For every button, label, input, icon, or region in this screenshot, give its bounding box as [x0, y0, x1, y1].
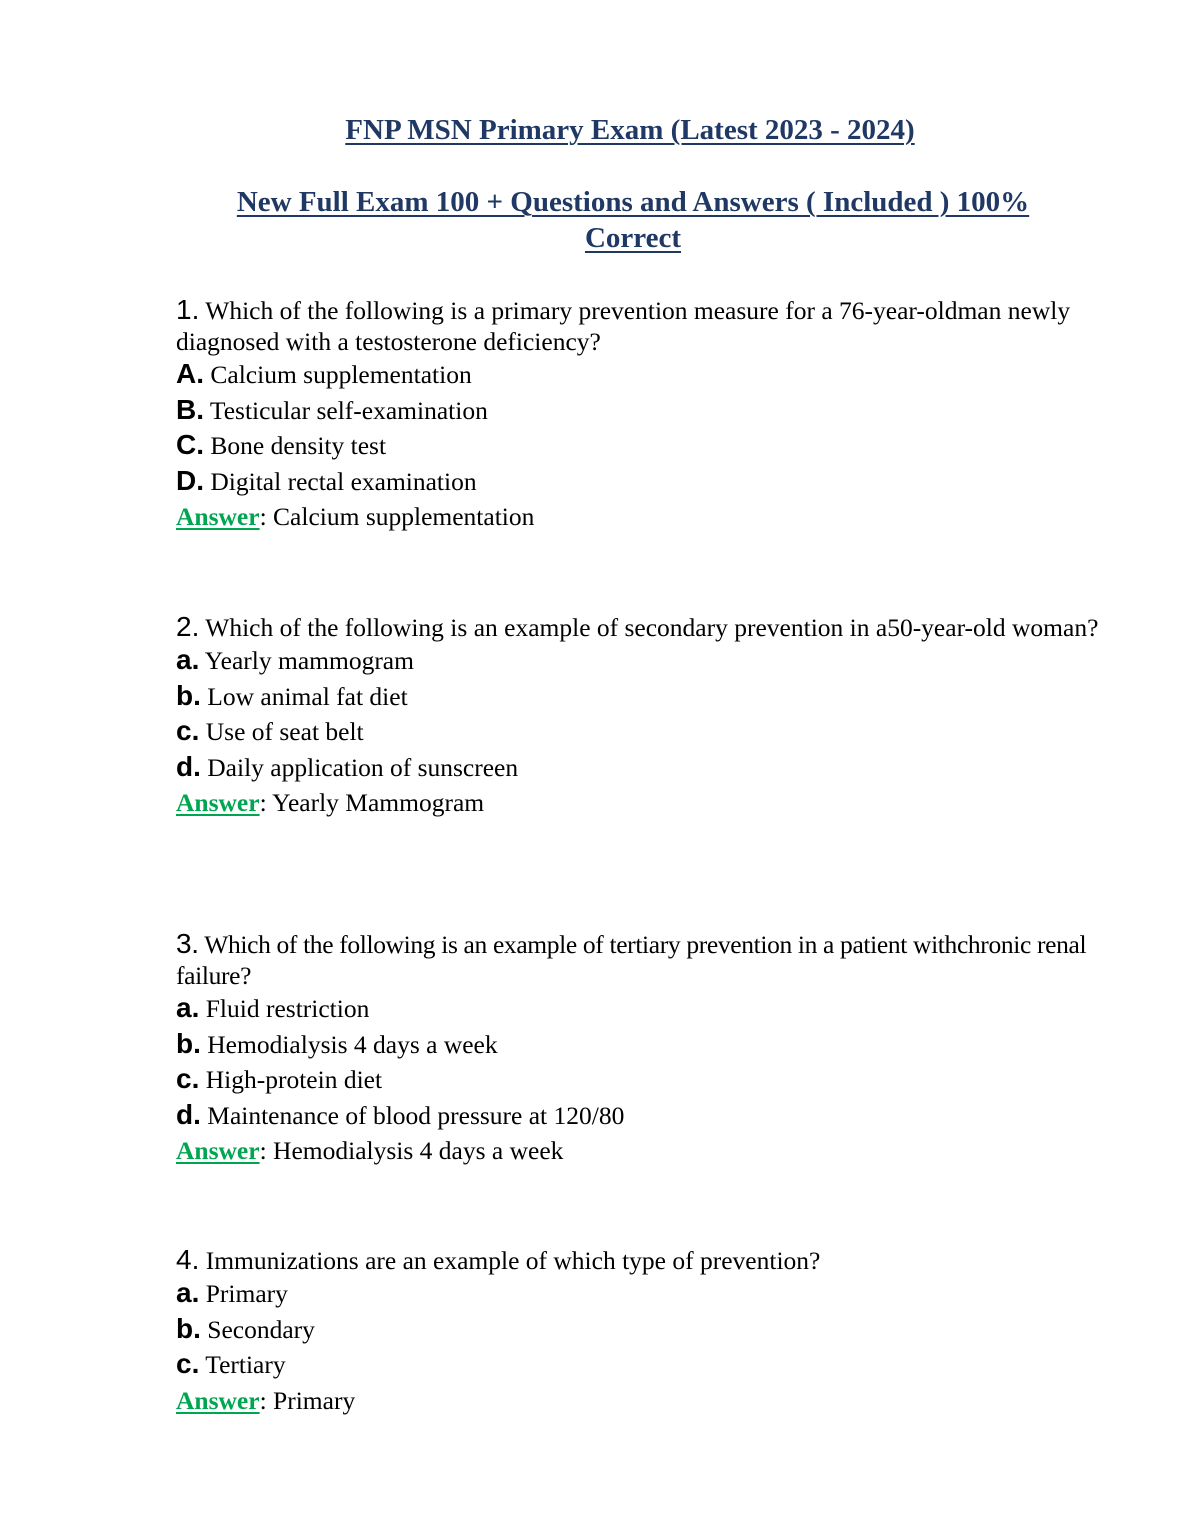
- question-4: [176, 1244, 1116, 1418]
- option-letter: C.: [176, 429, 204, 460]
- option-text: Hemodialysis 4 days a week: [207, 1029, 498, 1059]
- option-letter: a.: [176, 644, 200, 675]
- option-letter: d.: [176, 750, 201, 782]
- option-letter: D.: [176, 464, 204, 496]
- option-letter: d.: [176, 1098, 201, 1130]
- option-text: Secondary: [207, 1314, 315, 1344]
- option-a: [176, 1276, 1116, 1312]
- option-letter: a.: [176, 1277, 200, 1308]
- option-text: Digital rectal examination: [210, 466, 477, 496]
- option-d: [176, 1098, 1116, 1134]
- option-c: [176, 714, 1116, 750]
- question-2: [176, 611, 1116, 820]
- option-d: [176, 464, 1116, 500]
- option-letter: b.: [176, 679, 201, 711]
- option-letter: b.: [176, 1312, 201, 1344]
- option-c: [176, 1062, 1116, 1098]
- option-a: [176, 357, 1116, 393]
- option-b: [176, 393, 1116, 429]
- question-text: 3. Which of the following is an example of tertiary prevention in a patient withchronic renal failure?: [176, 928, 1087, 990]
- option-b: [176, 679, 1116, 715]
- option-text: Calcium supplementation: [210, 360, 472, 389]
- answer-label: Answer: [176, 1385, 260, 1415]
- question-text: 4. Immunizations are an example of which type of prevention?: [176, 1244, 821, 1275]
- option-a: [176, 643, 1116, 679]
- option-a: [176, 991, 1116, 1027]
- option-c: [176, 428, 1116, 464]
- answer-line: Answer: Primary: [176, 1385, 356, 1415]
- question-stem: Which of the following is a primary prevention measure for a 76-year-oldman newly diagnosed with a testosterone deficiency?: [176, 296, 1071, 356]
- option-text: High-protein diet: [205, 1065, 383, 1094]
- option-text: Maintenance of blood pressure at 120/80: [207, 1100, 625, 1130]
- option-b: [176, 1312, 1116, 1348]
- option-text: Yearly mammogram: [204, 646, 414, 675]
- option-letter: c.: [176, 1348, 200, 1379]
- option-letter: B.: [176, 393, 204, 425]
- answer-line: Answer: Hemodialysis 4 days a week: [176, 1136, 564, 1165]
- answer-text: Yearly Mammogram: [272, 788, 485, 817]
- option-text: Bone density test: [210, 431, 387, 460]
- option-letter: c.: [176, 715, 200, 746]
- question-stem: Which of the following is an example of tertiary prevention in a patient withchronic renal failure?: [176, 930, 1087, 990]
- question-text: 1. Which of the following is a primary prevention measure for a 76-year-oldman newly diagnosed with a testosterone deficiency?: [176, 294, 1071, 356]
- question-text: 2. Which of the following is an example of secondary prevention in a50-year-old woman?: [176, 611, 1099, 642]
- option-text: Testicular self-examination: [209, 395, 488, 425]
- option-text: Fluid restriction: [205, 994, 370, 1023]
- answer-label: Answer: [176, 788, 260, 817]
- question-number: 4: [176, 1244, 192, 1275]
- document-subtitle: New Full Exam 100 + Questions and Answers ( Included ) 100% Correct: [236, 186, 1030, 254]
- answer-label: Answer: [176, 502, 260, 531]
- option-text: Low animal fat diet: [207, 681, 408, 711]
- question-3: [176, 928, 1116, 1168]
- option-letter: c.: [176, 1063, 200, 1094]
- option-c: [176, 1347, 1116, 1383]
- answer-line: Answer: Yearly Mammogram: [176, 788, 485, 817]
- question-stem: Immunizations are an example of which type of prevention?: [205, 1246, 821, 1275]
- question-number: 3: [176, 928, 192, 959]
- option-b: [176, 1027, 1116, 1063]
- document-title: FNP MSN Primary Exam (Latest 2023 - 2024): [345, 114, 915, 146]
- option-letter: b.: [176, 1027, 201, 1059]
- option-text: Daily application of sunscreen: [207, 752, 519, 782]
- answer-text: Primary: [273, 1385, 356, 1415]
- option-d: [176, 750, 1116, 786]
- question-number: 1: [176, 294, 192, 325]
- answer-line: Answer: Calcium supplementation: [176, 502, 535, 531]
- question-number: 2: [176, 611, 192, 642]
- answer-text: Calcium supplementation: [273, 502, 535, 531]
- answer-text: Hemodialysis 4 days a week: [273, 1136, 564, 1165]
- question-stem: Which of the following is an example of secondary prevention in a50-year-old woman?: [205, 613, 1099, 642]
- option-text: Use of seat belt: [205, 717, 364, 746]
- option-text: Tertiary: [205, 1350, 286, 1379]
- answer-label: Answer: [176, 1136, 260, 1165]
- option-letter: A.: [176, 358, 204, 389]
- option-letter: a.: [176, 992, 200, 1023]
- option-text: Primary: [205, 1279, 288, 1308]
- question-1: [176, 294, 1116, 534]
